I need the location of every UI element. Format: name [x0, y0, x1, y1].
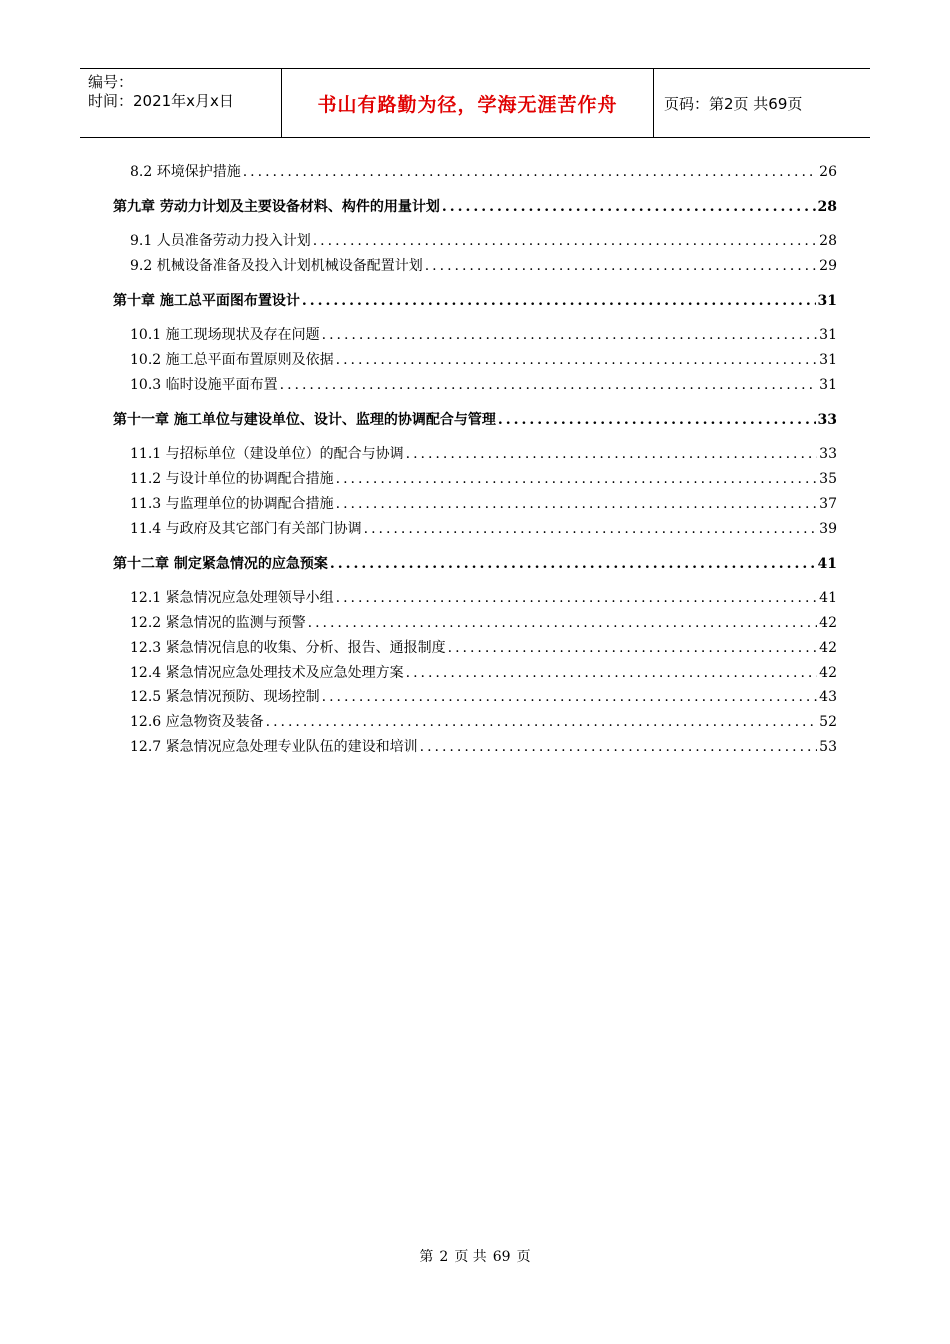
toc-entry-page-number: 33 — [817, 412, 837, 428]
toc-entry-page-number: 33 — [819, 446, 837, 462]
toc-entry-page-number: 31 — [819, 327, 837, 343]
toc-entry-title: 11.3 与监理单位的协调配合措施 — [130, 496, 334, 512]
toc-section-entry[interactable] — [130, 518, 837, 540]
toc-chapter-entry[interactable] — [113, 553, 837, 575]
toc-entry-title: 12.3 紧急情况信息的收集、分析、报告、通报制度 — [130, 640, 446, 656]
toc-section-entry[interactable] — [130, 587, 837, 609]
toc-entry-title: 12.4 紧急情况应急处理技术及应急处理方案 — [130, 665, 404, 681]
toc-chapter-entry[interactable] — [113, 196, 837, 218]
toc-entry-title: 11.2 与设计单位的协调配合措施 — [130, 471, 334, 487]
toc-entry-page-number: 31 — [819, 377, 837, 393]
toc-leader-dots — [308, 612, 818, 634]
toc-entry-page-number: 42 — [819, 665, 837, 681]
toc-leader-dots — [442, 196, 816, 218]
header-page-info: 页码：第2页 共69页 — [664, 94, 803, 113]
toc-section-entry[interactable] — [130, 349, 837, 371]
toc-leader-dots — [364, 518, 818, 540]
toc-entry-title: 10.3 临时设施平面布置 — [130, 377, 278, 393]
toc-section-entry[interactable] — [130, 230, 837, 252]
toc-section-entry[interactable] — [130, 686, 837, 708]
serial-number-label: 编号： — [88, 73, 134, 91]
toc-entry-title: 9.1 人员准备劳动力投入计划 — [130, 233, 311, 249]
toc-entry-title: 12.5 紧急情况预防、现场控制 — [130, 689, 320, 705]
toc-leader-dots — [336, 468, 818, 490]
toc-section-entry[interactable] — [130, 711, 837, 733]
toc-section-entry[interactable] — [130, 468, 837, 490]
toc-entry-title: 第十一章 施工单位与建设单位、设计、监理的协调配合与管理 — [113, 412, 496, 428]
toc-chapter-entry[interactable] — [113, 409, 837, 431]
toc-leader-dots — [243, 161, 817, 183]
toc-leader-dots — [302, 290, 816, 312]
toc-section-entry[interactable] — [130, 493, 837, 515]
toc-entry-page-number: 29 — [819, 258, 837, 274]
toc-section-entry[interactable] — [130, 374, 837, 396]
toc-section-entry[interactable] — [130, 324, 837, 346]
toc-entry-title: 第九章 劳动力计划及主要设备材料、构件的用量计划 — [113, 199, 440, 215]
toc-entry-page-number: 26 — [819, 164, 837, 180]
toc-entry-page-number: 35 — [819, 471, 837, 487]
toc-leader-dots — [406, 443, 818, 465]
footer-prefix: 第 — [419, 1249, 434, 1265]
toc-leader-dots — [448, 637, 818, 659]
toc-entry-page-number: 42 — [819, 640, 837, 656]
toc-entry-page-number: 37 — [819, 496, 837, 512]
toc-entry-title: 第十二章 制定紧急情况的应急预案 — [113, 556, 328, 572]
footer-suffix: 页 — [516, 1249, 531, 1265]
toc-entry-title: 11.1 与招标单位（建设单位）的配合与协调 — [130, 446, 404, 462]
toc-leader-dots — [322, 324, 818, 346]
toc-entry-page-number: 53 — [819, 739, 837, 755]
toc-chapter-entry[interactable] — [113, 290, 837, 312]
toc-leader-dots — [425, 255, 817, 277]
page-header — [80, 68, 870, 138]
footer-current-page: 2 — [439, 1249, 449, 1265]
toc-entry-title: 12.7 紧急情况应急处理专业队伍的建设和培训 — [130, 739, 418, 755]
header-motto: 书山有路勤为径，学海无涯苦作舟 — [282, 69, 654, 137]
toc-entry-page-number: 41 — [819, 590, 837, 606]
toc-section-entry[interactable] — [130, 443, 837, 465]
toc-leader-dots — [280, 374, 818, 396]
toc-entry-page-number: 31 — [817, 293, 837, 309]
date-line: 时间：2021年x月x日 — [88, 92, 234, 110]
toc-entry-page-number: 42 — [819, 615, 837, 631]
toc-entry-title: 12.2 紧急情况的监测与预警 — [130, 615, 306, 631]
toc-section-entry[interactable] — [130, 662, 837, 684]
toc-entry-page-number: 39 — [819, 521, 837, 537]
toc-section-entry[interactable] — [130, 736, 837, 758]
toc-entry-page-number: 28 — [819, 233, 837, 249]
toc-entry-title: 9.2 机械设备准备及投入计划机械设备配置计划 — [130, 258, 423, 274]
toc-leader-dots — [322, 686, 818, 708]
toc-leader-dots — [330, 553, 816, 575]
toc-entry-title: 第十章 施工总平面图布置设计 — [113, 293, 300, 309]
footer-total-pages: 69 — [492, 1249, 511, 1265]
toc-leader-dots — [498, 409, 816, 431]
toc-entry-page-number: 43 — [819, 689, 837, 705]
toc-entry-title: 12.1 紧急情况应急处理领导小组 — [130, 590, 334, 606]
toc-entry-page-number: 28 — [817, 199, 837, 215]
toc-section-entry[interactable] — [130, 255, 837, 277]
toc-entry-title: 10.2 施工总平面布置原则及依据 — [130, 352, 334, 368]
toc-entry-title: 12.6 应急物资及装备 — [130, 714, 264, 730]
toc-leader-dots — [406, 662, 818, 684]
toc-entry-page-number: 41 — [817, 556, 837, 572]
toc-leader-dots — [420, 736, 818, 758]
toc-section-entry[interactable] — [130, 612, 837, 634]
page-footer — [0, 1246, 950, 1266]
toc-entry-title: 8.2 环境保护措施 — [130, 164, 241, 180]
toc-leader-dots — [336, 349, 818, 371]
toc-leader-dots — [313, 230, 817, 252]
toc-entry-page-number: 52 — [819, 714, 837, 730]
toc-entry-page-number: 31 — [819, 352, 837, 368]
toc-entry-title: 10.1 施工现场现状及存在问题 — [130, 327, 320, 343]
toc-entry-title: 11.4 与政府及其它部门有关部门协调 — [130, 521, 362, 537]
toc-leader-dots — [336, 493, 818, 515]
toc-section-entry[interactable] — [130, 637, 837, 659]
header-left-cell — [80, 69, 282, 137]
footer-mid: 页 共 — [454, 1249, 487, 1265]
toc-section-entry[interactable] — [130, 161, 837, 183]
toc-leader-dots — [336, 587, 818, 609]
toc-leader-dots — [266, 711, 818, 733]
